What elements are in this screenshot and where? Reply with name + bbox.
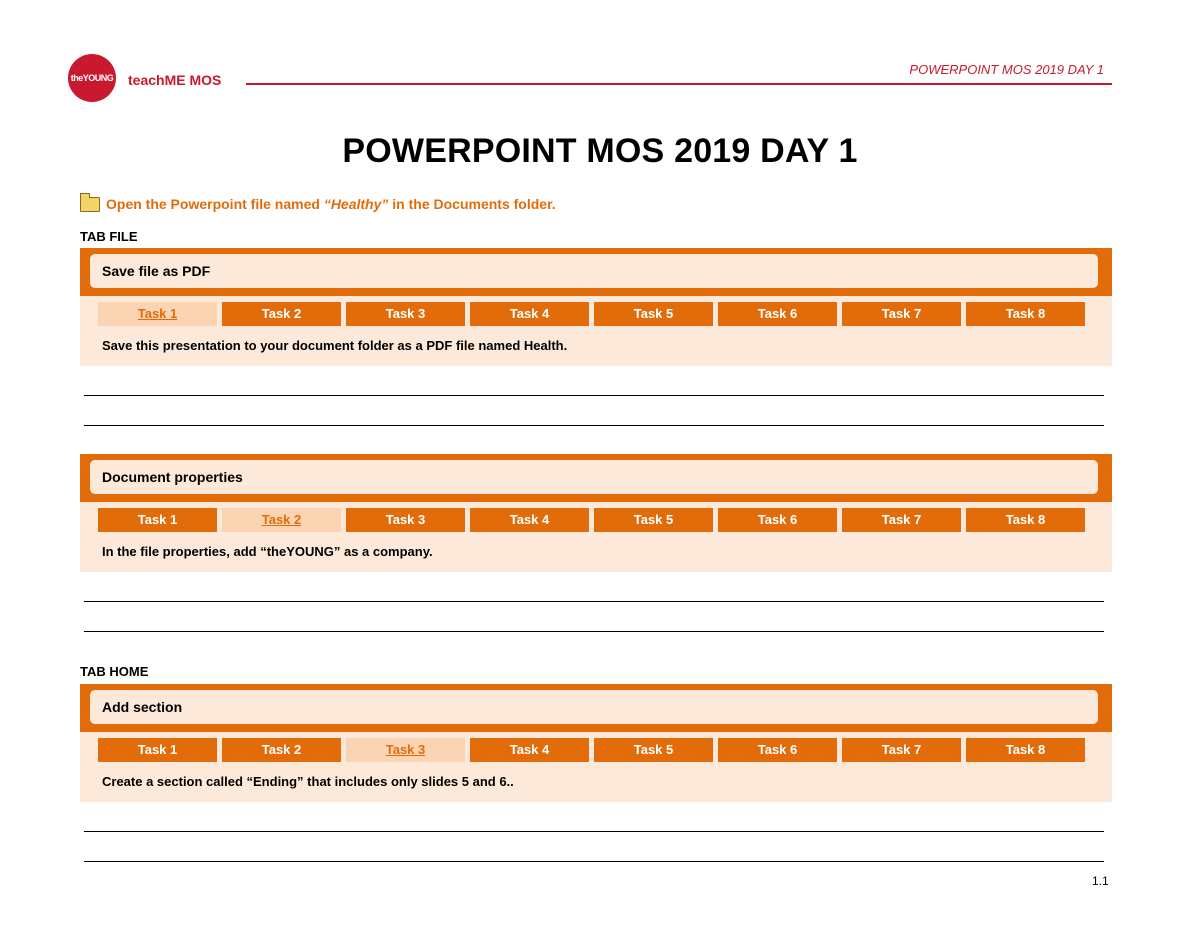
instruction-text-end: in the Documents folder. <box>388 196 556 212</box>
answer-line <box>84 831 1104 832</box>
logo-text: theYOUNG <box>70 73 114 83</box>
task-tab-5[interactable]: Task 5 <box>594 738 713 762</box>
tab-file-label: TAB FILE <box>80 229 138 244</box>
folder-icon <box>80 197 100 212</box>
brand-logo <box>68 54 116 102</box>
task-tab-7[interactable]: Task 7 <box>842 508 961 532</box>
task-description: Create a section called “Ending” that includes only slides 5 and 6.. <box>102 774 514 789</box>
task-tab-8[interactable]: Task 8 <box>966 508 1085 532</box>
answer-line <box>84 395 1104 396</box>
task-tab-4[interactable]: Task 4 <box>470 508 589 532</box>
page-number: 1.1 <box>1092 874 1109 888</box>
task-tab-8[interactable]: Task 8 <box>966 738 1085 762</box>
answer-line <box>84 601 1104 602</box>
task-tab-1[interactable]: Task 1 <box>98 738 217 762</box>
section-heading: Add section <box>90 690 1098 724</box>
task-tab-4[interactable]: Task 4 <box>470 738 589 762</box>
answer-line <box>84 425 1104 426</box>
instruction-text: Open the Powerpoint file named <box>106 196 324 212</box>
task-tabs <box>98 738 1085 762</box>
task-tab-1[interactable]: Task 1 <box>98 508 217 532</box>
section-heading: Save file as PDF <box>90 254 1098 288</box>
task-tab-6[interactable]: Task 6 <box>718 738 837 762</box>
task-tab-4[interactable]: Task 4 <box>470 302 589 326</box>
section-heading: Document properties <box>90 460 1098 494</box>
section-body <box>80 732 1112 802</box>
section-header <box>80 248 1112 296</box>
task-tab-6[interactable]: Task 6 <box>718 302 837 326</box>
task-description: In the file properties, add “theYOUNG” as a company. <box>102 544 433 559</box>
task-tab-6[interactable]: Task 6 <box>718 508 837 532</box>
task-tab-3[interactable]: Task 3 <box>346 738 465 762</box>
brand-name: teachME MOS <box>128 72 222 88</box>
answer-line <box>84 631 1104 632</box>
task-tab-8[interactable]: Task 8 <box>966 302 1085 326</box>
section-header <box>80 454 1112 502</box>
task-tab-3[interactable]: Task 3 <box>346 302 465 326</box>
section-add-section <box>80 684 1112 802</box>
tab-home-label: TAB HOME <box>80 664 149 679</box>
header-title: POWERPOINT MOS 2019 DAY 1 <box>909 62 1104 77</box>
task-tab-1[interactable]: Task 1 <box>98 302 217 326</box>
task-tab-7[interactable]: Task 7 <box>842 738 961 762</box>
task-description: Save this presentation to your document folder as a PDF file named Health. <box>102 338 568 353</box>
task-tab-5[interactable]: Task 5 <box>594 302 713 326</box>
task-tab-5[interactable]: Task 5 <box>594 508 713 532</box>
section-body <box>80 502 1112 572</box>
section-document-properties <box>80 454 1112 572</box>
section-body <box>80 296 1112 366</box>
answer-line <box>84 861 1104 862</box>
task-tabs <box>98 302 1085 326</box>
task-tab-2[interactable]: Task 2 <box>222 302 341 326</box>
page-title: POWERPOINT MOS 2019 DAY 1 <box>342 132 858 170</box>
task-tab-2[interactable]: Task 2 <box>222 508 341 532</box>
page-header <box>68 54 1112 100</box>
header-divider <box>246 83 1112 85</box>
task-tabs <box>98 508 1085 532</box>
task-tab-7[interactable]: Task 7 <box>842 302 961 326</box>
task-tab-2[interactable]: Task 2 <box>222 738 341 762</box>
open-file-instruction <box>80 196 556 212</box>
section-save-pdf <box>80 248 1112 366</box>
section-header <box>80 684 1112 732</box>
instruction-filename: “Healthy” <box>323 196 389 212</box>
task-tab-3[interactable]: Task 3 <box>346 508 465 532</box>
